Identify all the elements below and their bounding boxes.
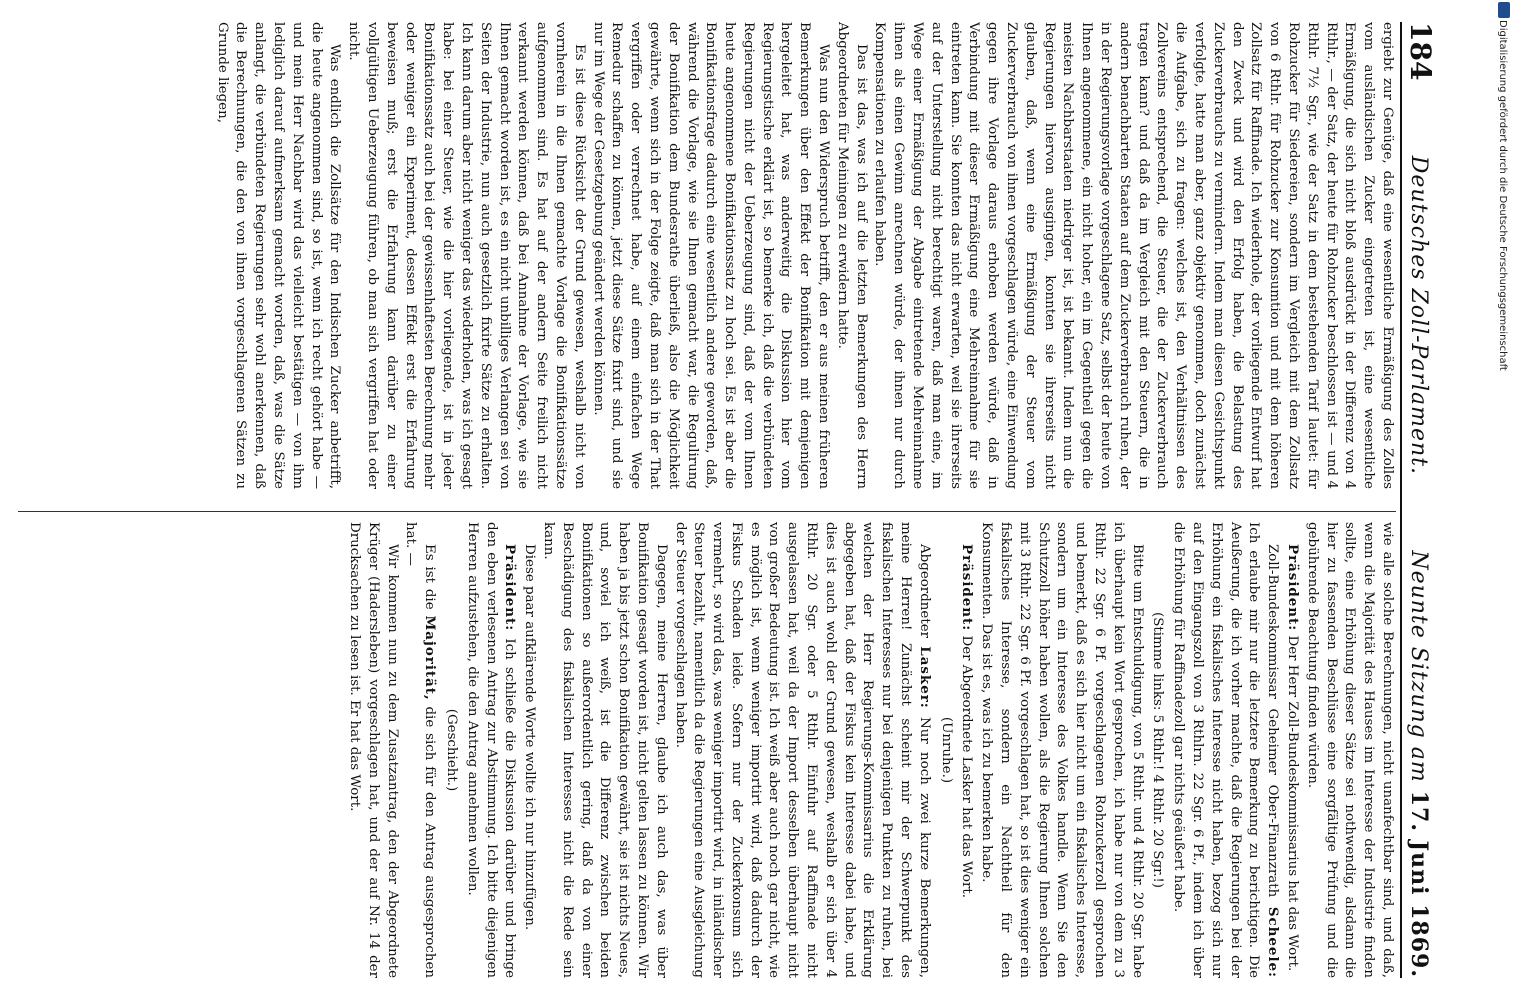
paragraph: Diese paar aufklärende Worte wollte ich nur hinzufügen.	[522, 544, 538, 931]
paragraph: Bitte um Entschuldigung, von 5 Rthlr. und 4 Rthlr. 20 Sgr. habe ich überhaupt kein Wort gesprochen, ich habe nur von dem zu 3 Rthlr. 22 Sgr. 6 Pf. vorgeschlagenen Rohzuckerzoll gesprochen und bemerkt, daß es sich hier nicht um ein fiskalisches Interesse, sondern um ein Interesse des Volkes handle. Wenn Sie den Schutzzoll höher haben wollen, als die Regierung Ihnen solchen mit 3 Rthlr. 22 Sgr. 6 Pf. vorgeschlagen hat, so ist dies weniger ein fiskalisches Interesse, sondern ein Nachtheil für den Konsumenten. Das ist es, was ich zu bemerken habe.	[979, 522, 1145, 978]
column-right	[18, 511, 1396, 978]
session-date: 17. Juni 1869.	[1406, 790, 1432, 978]
page-header	[1400, 22, 1446, 978]
digitization-note-text: Digitalisierung gefördert durch die Deutsche Forschungsgemeinschaft	[1497, 20, 1508, 371]
speech-paragraph	[670, 522, 934, 978]
speech-text: Nur noch zwei kurze Bemerkungen, meine Herren! Zunächst scheint mir der Schwerpunkt des fiskalischen Interesses nur bei denjenigen Punkten zu ruhen, bei welchen der Herr Regierungs-Kommissarius die Erklärung abgegeben hat, daß der Fiskus kein Interesse dabei habe, und dies ist auch wohl der Grund gewesen, weshalb er sich über 4 Rthlr. 20 Sgr. oder 5 Rthlr. Einfuhr auf Raffinade nicht ausgelassen hat, weil da der Import desselben überhaupt nicht von großer Bedeutung ist. Ich weiß aber auch noch gar nicht, wie es möglich ist, wenn weniger importirt wird, daß dadurch der Fiskus Schaden leide. Sofern nur der Zuckerkonsum sich vermehrt, so wird das, was weniger importirt wird, in inländischer Steuer bezahlt, namentlich da die Regierungen eine Ausgleichung der Steuer vorgeschlagen haben.	[672, 522, 932, 978]
speech-text: Ich erlaube mir nur die letztere Bemerkung zu berichtigen. Die Aeußerung, die ich vorher machte, daß die Regierungen bei der Erhöhung ein fiskalisches Interesse nicht haben, bezog sich nur auf den Eingangszoll von 3 Rthlrn. 22 Sgr. 6 Pf., indem ich über die Erhöhung für Raffinadezoll gar nichts geäußert habe.	[1171, 522, 1262, 978]
speech-text: Der Herr Zoll-Bundeskommissarius hat das Wort.	[1285, 635, 1301, 972]
emphasized-word: Majorität,	[422, 615, 439, 701]
paragraph: wie alle solche Berechnungen, nicht unanfechtbar sind, und daß, wenn die Majorität des Hauses im Interesse der Industrie finden sollte, eine Erhöhung dieser Sätze sei nothwendig, alsdann die hier zu fassenden Beschlüsse eine sorgfältige Prüfung und die gebührende Beachtung finden würden.	[1304, 522, 1395, 978]
digitization-note	[1496, 20, 1510, 980]
speaker-name: Präsident:	[1285, 544, 1302, 632]
paragraph: Was nun den Widerspruch betrifft, den er aus meinen früheren Bemerkungen über den Effekt der Bonifikation mit demjenigen hergeleitet hat, was anderweitig die Diskussion hier vom Regierungstische erklärt ist, so bemerke ich, daß die verbündeten Regierungen nicht der Ueberzeugung sind, daß der vom Ihnen heute angenommene Bonifikationssatz zu hoch sei. Es ist aber die Bonifikationsfrage dadurch eine wesentlich andere geworden, daß, während die Vorlage, wie sie Ihnen gemacht war, die Regulirung der Bonifikation dem Bundesrathe überließ, also die Möglichkeit gewährte, wenn sich in der Folge zeigte, daß man sich in der That vergriffen oder verrechnet habe, auf einem einfachen Wege Remedur schaffen zu können, jetzt diese Sätze fixirt sind, und sie nur im Wege der Gesetzgebung geändert werden können.	[590, 22, 832, 489]
speaker-name: Präsident:	[959, 544, 976, 632]
speech-paragraph	[957, 522, 977, 978]
speech-text: Der Abgeordnete Lasker hat das Wort.	[959, 635, 975, 898]
column-left	[18, 22, 1396, 489]
page-number: 184	[1404, 22, 1437, 81]
speech-paragraph	[1282, 522, 1302, 978]
interjection: (Stimme links: 5 Rthlr.! 4 Rthlr. 20 Sgr.!)	[1150, 612, 1166, 888]
paragraph: Wir kommen nun zu dem Zusatzantrag, den der Abgeordnete Krüger (Hadersleben) vorgeschlagen hat, und der auf Nr. 14 der Drucksachen zu lesen ist. Er hat das Wort.	[346, 522, 400, 978]
speech-paragraph	[1168, 522, 1282, 978]
paragraph: Das ist das, was ich auf die letzten Bemerkungen des Herrn Abgeordneten für Meiningen zu erwidern hatte.	[834, 22, 869, 489]
speaker-title: Abgeordneter	[916, 544, 932, 639]
publication-title: Deutsches Zoll-Parlament.	[1406, 155, 1431, 476]
session-title	[1406, 550, 1432, 978]
paragraph: Dagegen, meine Herren, glaube ich auch das, was über Bonifikation gesagt worden ist, nicht gelten lassen zu können. Wir haben ja bis jetzt schon Bonifikation gewährt, sie ist nichts Neues, und, soviel ich weiß, ist die Differenz zwischen beiden Bonifikationen so außerordentlich gering, daß da von einer Beschädigung des fiskalischen Interesses nicht die Rede sein kann.	[540, 522, 669, 978]
paragraph: Es ist diese Rücksicht der Grund gewesen, weshalb nicht von vornherein in die Ihnen gemachte Vorlage die Bonifikationssätze aufgenommen sind. Es hat auf der andern Seite freilich nicht verkannt werden können, daß bei Annahme der Vorlage, wie sie Ihnen gemacht worden ist, es ein nicht unbilliges Verlangen sei von Seiten der Industrie, nun auch gesetzlich fixirte Sätze zu erhalten. Ich kann darum aber nicht weniger das wiederholen, was ich gesagt habe: bei einer Steuer, wie die hier vorliegende, ist in jeder Bonifikationssatz auch bei der gewissenhaftesten Berechnung mehr oder weniger ein Experiment, dessen Effekt erst die Erfahrung beweisen muß; erst die Erfahrung kann darüber zu einer vollgültigen Ueberzeugung führen, ob man sich vergriffen hat oder nicht.	[346, 22, 587, 489]
speaker-name: Scheele:	[1265, 906, 1282, 978]
speech-paragraph	[462, 522, 519, 978]
speaker-title: Zoll-Bundeskommissar Geheimer Ober-Finanzrath	[1265, 544, 1281, 898]
session-prefix: Neunte Sitzung am	[1406, 550, 1431, 783]
text-fragment: Es ist die	[422, 544, 438, 610]
interjection: (Geschieht.)	[443, 708, 459, 792]
speaker-name: Präsident:	[502, 544, 519, 632]
interjection: (Unruhe.)	[938, 716, 954, 784]
text-fragment: die sich für den Antrag ausgesprochen hat. —	[403, 522, 438, 978]
speaker-name: Lasker:	[916, 646, 933, 709]
speech-text: Ich schließe die Diskussion darüber und bringe den eben verlesenen Antrag zur Abstimmung. Ich bitte diejenigen Herren aufzustehen, die den Antrag annehmen wollen.	[464, 522, 518, 978]
paragraph: ergiebt zur Genüge, daß eine wesentliche Ermäßigung des Zolles vom ausländischen Zucker eingetreten ist, eine wesentliche Ermäßigung, die sich nicht bloß ausdrückt in der Differenz von 4 Rthlr., — der Satz, der heute für Rohzucker beschlossen ist — und 4 Rthlr. 7½ Sgr., wie der Satz in dem bestehenden Tarif lautet: für Rohzucker für Siedereien, sondern im Vergleich mit dem Zollsatz von 6 Rthlr. für Rohzucker zur Konsumtion und mit dem höheren Zollsatz für Raffinade. Ich wiederhole, der vorliegende Entwurf hat den Zweck und wird den Erfolg haben, die Belastung des Zuckerverbrauchs zu vermindern. Indem man diesen Gesichtspunkt verfolgte, hatte man aber, ganz objektiv genommen, doch zunächst die Aufgabe, sich zu fragen: welches ist, den Verhältnissen des Zollvereins entsprechend, die Steuer, die der Zuckerverbrauch tragen kann? und daß da im Vergleich mit den Steuern, die in andern benachbarten Staaten auf dem Zuckerverbrauch ruhen, der in der Regierungsvorlage vorgeschlagene Satz, selbst der heute von Ihnen angenommene, ein nicht hoher, ein im Gegentheil gegen die meisten Nachbarstaaten niedriger ist, ist bekannt. Indem nun die Regierungen hiervon ausgingen, konnten sie ihrerseits nicht glauben, daß, wenn eine Ermäßigung der Steuer vom Zuckerverbrauch von ihnen vorgeschlagen würde, eine Einwendung gegen ihre Vorlage daraus erhoben werden würde, daß in Verbindung mit dieser Ermäßigung eine Mehreinnahme für sie eintreten kann. Sie konnten das nicht erwarten, weil sie ihrerseits auf der Unterstellung nicht berechtigt waren, daß man eine, im Wege einer Ermäßigung der Abgabe eintretende Mehreinnahme ihnen als einen Gewinn anrechnen würde, der ihnen nur durch Kompensationen zu erlaufen haben.	[872, 22, 1395, 489]
paragraph	[401, 522, 440, 978]
text-columns	[18, 22, 1396, 978]
dfg-logo	[1498, 2, 1510, 18]
paragraph: Was endlich die Zollsätze für den Indischen Zucker anbetrifft, die heute angenommen sind, so ist, wenn ich recht gehört habe — und mein Herr Nachbar wird das vielleicht bestätigen — von ihm lediglich darauf aufmerksam gemacht worden, daß, was die Sätze anlangt, die verbündeten Regierungen sehr wohl anerkennen, daß die Berechnungen, die den von ihnen vorgeschlagenen Sätzen zu Grunde liegen,	[214, 22, 343, 489]
